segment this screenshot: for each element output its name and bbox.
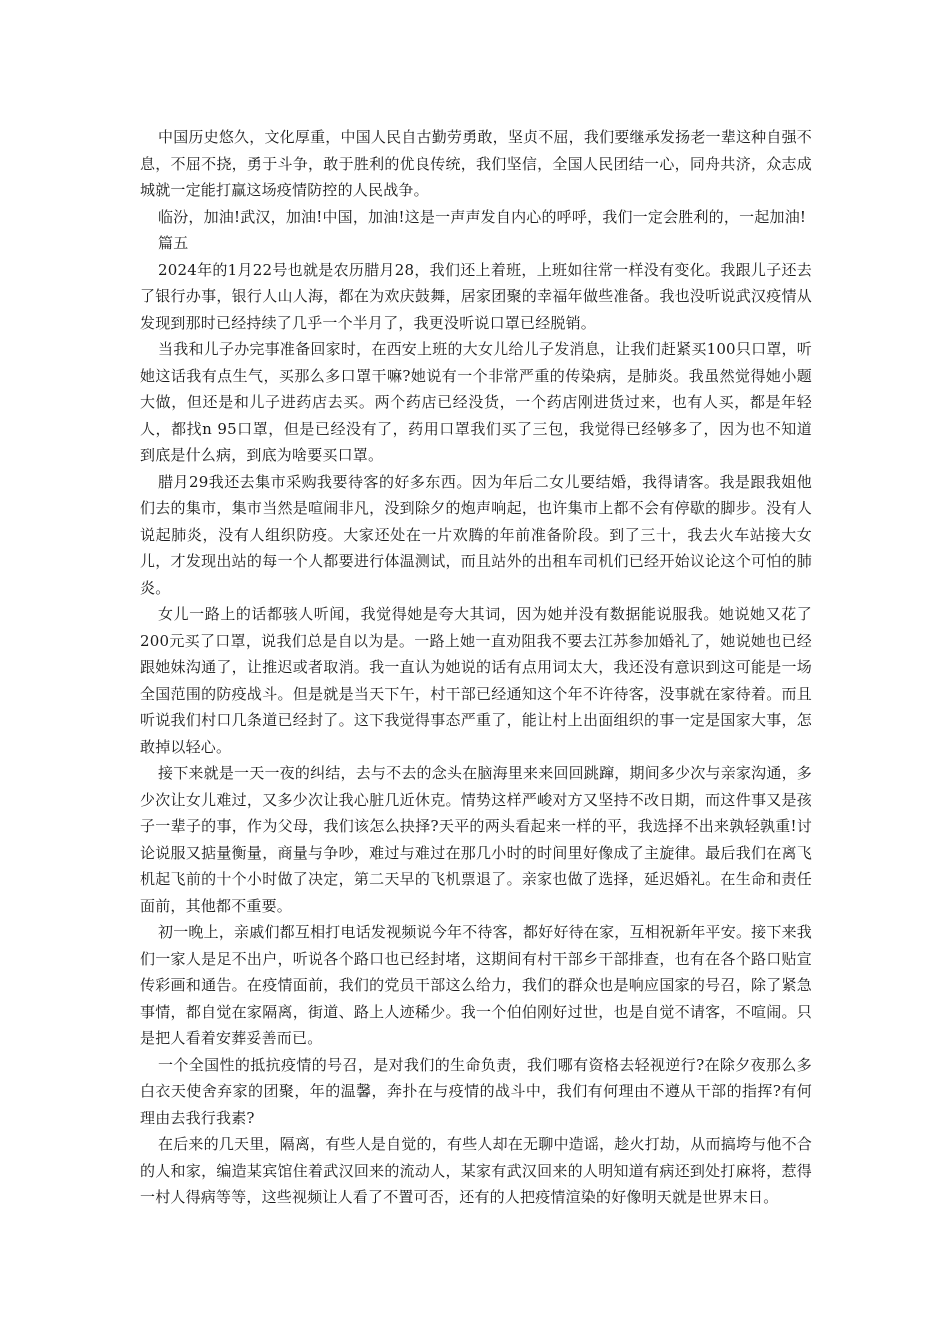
- paragraph: 接下来就是一天一夜的纠结，去与不去的念头在脑海里来来回回跳蹿，期间多少次与亲家沟通，多少次让女儿难过，又多少次让我心脏几近休克。情势这样严峻对方又坚持不改日期，而这件事又是孩子一辈子的事，作为父母，我们该怎么抉择?天平的两头看起来一样的平，我选择不出来孰轻孰重!讨论说服又掂量衡量，商量与争吵，难过与难过在那几小时的时间里好像成了主旋律。最后我们在离飞机起飞前的十个小时做了决定，第二天早的飞机票退了。亲家也做了选择，延迟婚礼。在生命和责任面前，其他都不重要。: [140, 764, 812, 915]
- paragraph: 临汾，加油!武汉，加油!中国，加油!这是一声声发自内心的呼呼，我们一定会胜利的，一起加油!: [158, 207, 807, 226]
- paragraph: 女儿一路上的话都骇人听闻，我觉得她是夸大其词，因为她并没有数据能说服我。她说她又花了200元买了口罩，说我们总是自以为是。一路上她一直劝阻我不要去江苏参加婚礼了，她说她也已经跟她妹沟通了，让推迟或者取消。我一直认为她说的话有点用词太大，我还没有意识到这可能是一场全国范围的防疫战斗。但是就是当天下午，村干部已经通知这个年不许待客，没事就在家待着。而且听说我们村口几条道已经封了。这下我觉得事态严重了，能让村上出面组织的事一定是国家大事，怎敢掉以轻心。: [140, 605, 812, 756]
- paragraph: 一个全国性的抵抗疫情的号召，是对我们的生命负责，我们哪有资格去轻视逆行?在除夕夜那么多白衣天使舍弃家的团聚，年的温馨，奔扑在与疫情的战斗中，我们有何理由不遵从干部的指挥?有何理由去我行我素?: [140, 1055, 812, 1127]
- section-title: 篇五: [158, 234, 189, 252]
- paragraph: 初一晚上，亲戚们都互相打电话发视频说今年不待客，都好好待在家，互相祝新年平安。接下来我们一家人是足不出户，听说各个路口也已经封堵，这期间有村干部乡干部排查，也有在各个路口贴宣传彩画和通告。在疫情面前，我们的党员干部这么给力，我们的群众也是响应国家的号召，除了紧急事情，都自觉在家隔离，街道、路上人迹稀少。我一个伯伯刚好过世，也是自觉不请客，不喧闹。只是把人看着安葬妥善而已。: [140, 923, 812, 1047]
- paragraph: 中国历史悠久，文化厚重，中国人民自古勤劳勇敢，坚贞不屈，我们要继承发扬老一辈这种自强不息，不屈不挠，勇于斗争，敢于胜利的优良传统，我们坚信，全国人民团结一心，同舟共济，众志成城就一定能打赢这场疫情防控的人民战争。: [140, 128, 812, 199]
- paragraph: 在后来的几天里，隔离，有些人是自觉的，有些人却在无聊中造谣，趁火打劫，从而搞垮与他不合的人和家，编造某宾馆住着武汉回来的流动人，某家有武汉回来的人明知道有病还到处打麻将，惹得一村人得病等等，这些视频让人看了不置可否，还有的人把疫情渲染的好像明天就是世界末日。: [140, 1135, 812, 1206]
- paragraph: 腊月29我还去集市采购我要待客的好多东西。因为年后二女儿要结婚，我得请客。我是跟我姐他们去的集市，集市当然是喧闹非凡，没到除夕的炮声响起，也许集市上都不会有停歇的脚步。没有人说起肺炎，没有人组织防疫。大家还处在一片欢腾的年前准备阶段。到了三十，我去火车站接大女儿，才发现出站的每一个人都要进行体温测试，而且站外的出租车司机们已经开始议论这个可怕的肺炎。: [140, 472, 812, 597]
- paragraph: 当我和儿子办完事准备回家时，在西安上班的大女儿给儿子发消息，让我们赶紧买100只口罩，听她这话我有点生气，买那么多口罩干嘛?她说有一个非常严重的传染病，是肺炎。我虽然觉得她小题大做，但还是和儿子进药店去买。两个药店已经没货，一个药店刚进货过来，也有人买，都是年轻人，都找n 95口罩，但是已经没有了，药用口罩我们买了三包，我觉得已经够多了，因为也不知道到底是什么病，到底为啥要买口罩。: [140, 340, 812, 464]
- paragraph: 2024年的1月22号也就是农历腊月28，我们还上着班，上班如往常一样没有变化。我跟儿子还去了银行办事，银行人山人海，都在为欢庆鼓舞，居家团聚的幸福年做些准备。我也没听说武汉疫情从发现到那时已经持续了几乎一个半月了，我更没听说口罩已经脱销。: [140, 260, 812, 332]
- document-page: [140, 124, 812, 1211]
